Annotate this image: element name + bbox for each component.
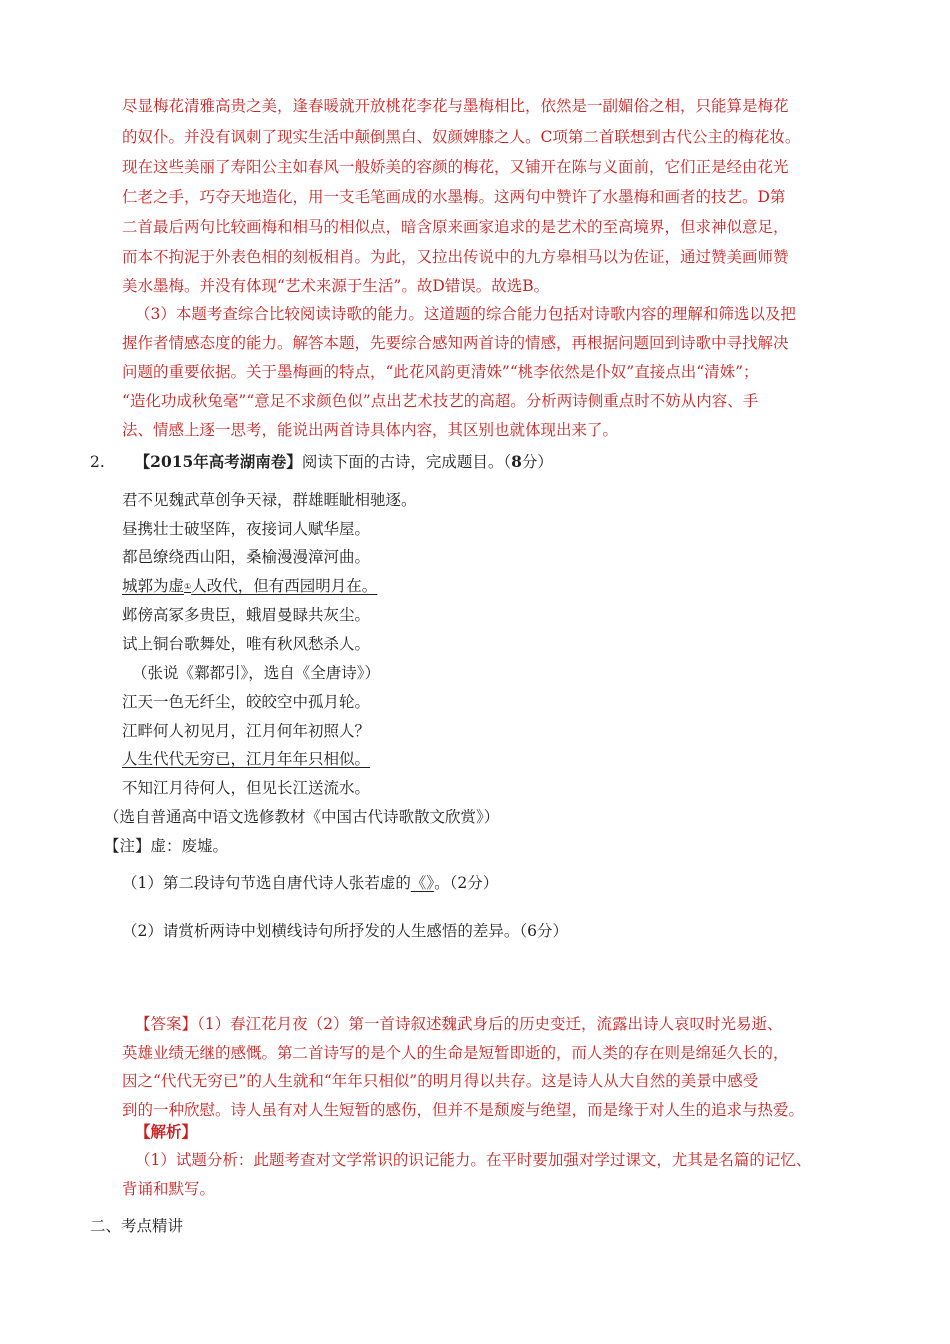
poem-line: 昼携壮士破坚阵，夜接词人赋华屋。 [122, 520, 371, 538]
poem-line-underlined [122, 576, 377, 597]
part3-line: 握作者情感态度的能力。解答本题，先要综合感知两首诗的情感，再根据问题回到诗歌中寻找解决 [122, 334, 789, 352]
answer-line: 因之“代代无穷已”的人生就和“年年只相似”的明月得以共存。这是诗人从大自然的美景中感受 [122, 1072, 759, 1090]
note-marker: ① [184, 582, 192, 591]
poem-line: 不知江月待何人，但见长江送流水。 [122, 779, 371, 797]
sub-question-1 [122, 873, 498, 893]
poem-line: 江天一色无纤尘，皎皎空中孤月轮。 [122, 693, 371, 711]
answer-line: 到的一种欣慰。诗人虽有对人生短暂的感伤，但并不是颓废与绝望，而是缘于对人生的追求与热爱。 [122, 1101, 805, 1119]
source-tag: 【2015年高考湖南卷】 [134, 452, 302, 471]
poem-source: （选自普通高中语文选修教材《中国古代诗歌散文欣赏》） [104, 808, 500, 826]
answer-line: 英雄业绩无继的感慨。第二首诗写的是个人的生命是短暂即逝的，而人类的存在则是绵延久长的， [122, 1044, 789, 1062]
poem-line-underlined: 人生代代无穷已，江月年年只相似。 [122, 750, 371, 768]
poem-line: 试上铜台歌舞处，唯有秋风愁杀人。 [122, 635, 371, 653]
analysis-line: 仁老之手，巧夺天地造化，用一支毛笔画成的水墨梅。这两句中赞许了水墨梅和画者的技艺。D第 [122, 188, 786, 206]
question-header [90, 452, 553, 472]
analysis-label: 【解析】 [135, 1122, 198, 1141]
analysis-line: 背诵和默写。 [122, 1180, 216, 1198]
analysis-line: 现在这些美丽了寿阳公主如春风一般娇美的容颜的梅花，又铺开在陈与义面前，它们正是经由花光 [122, 158, 789, 176]
poem-line: 邺傍高冢多贵臣，蛾眉曼睩共灰尘。 [122, 606, 371, 624]
question-prompt: 阅读下面的古诗，完成题目。（ [301, 453, 512, 471]
question-score: 8 [511, 452, 522, 471]
analysis-line: 的奴仆。并没有讽刺了现实生活中颠倒黑白、奴颜婢膝之人。C项第二首联想到古代公主的梅花妆。 [122, 128, 801, 146]
poem-line: 君不见魏武草创争天禄，群雄睚眦相驰逐。 [122, 491, 417, 509]
analysis-line: 而本不拘泥于外表色相的刻板相肖。为此，又拉出传说中的九方皋相马以为佐证，通过赞美画师赞 [122, 248, 789, 266]
underlined-text: 人改代，但有西园明月在。 [191, 577, 378, 595]
answer-line: 【答案】（1）春江花月夜（2）第一首诗叙述魏武身后的历史变迁，流露出诗人哀叹时光易逝、 [135, 1015, 783, 1033]
sub-question-1-suffix: 。（2分） [434, 874, 499, 892]
part3-line: 问题的重要依据。关于墨梅画的特点，“此花风韵更清姝”“桃李依然是仆奴”直接点出“清姝”； [122, 363, 759, 381]
sub-question-2: （2）请赏析两诗中划横线诗句所抒发的人生感悟的差异。（6分） [122, 922, 568, 940]
section-heading: 二、考点精讲 [90, 1217, 184, 1235]
poem-line: 江畔何人初见月，江月何年初照人？ [122, 722, 371, 740]
sub-question-1-prefix: （1）第二段诗句节选自唐代诗人张若虚的 [122, 874, 411, 892]
analysis-line: 美水墨梅。并没有体现“艺术来源于生活”。故D错误。故选B。 [122, 277, 550, 295]
analysis-line: （1）试题分析：此题考查对文学常识的识记能力。在平时要加强对学过课文，尤其是名篇的记忆、 [135, 1151, 812, 1169]
poem-line: 都邑缭绕西山阳，桑榆漫漫漳河曲。 [122, 548, 371, 566]
underlined-text: 城郭为虚 [122, 577, 185, 595]
part3-line: （3）本题考查综合比较阅读诗歌的能力。这道题的综合能力包括对诗歌内容的理解和筛选以及把 [135, 305, 796, 323]
part3-line: 法、情感上逐一思考，能说出两首诗具体内容，其区别也就体现出来了。 [122, 421, 619, 439]
analysis-line: 尽显梅花清雅高贵之美，逢春暖就开放桃花李花与墨梅相比，依然是一副媚俗之相，只能算是梅花 [122, 97, 789, 115]
answer-blank: 《》 [410, 874, 435, 892]
note: 【注】虚：废墟。 [104, 837, 229, 855]
question-score-close: 分） [521, 453, 553, 471]
question-number: 2. [90, 453, 105, 471]
analysis-line: 二首最后两句比较画梅和相马的相似点，暗含原来画家追求的是艺术的至高境界，但求神似意足， [122, 218, 789, 236]
poem-source: （张说《鄴都引》，选自《全唐诗》） [132, 664, 381, 682]
part3-line: “造化功成秋兔毫”“意足不求颜色似”点出艺术技艺的高超。分析两诗侧重点时不妨从内容、手 [122, 392, 759, 410]
